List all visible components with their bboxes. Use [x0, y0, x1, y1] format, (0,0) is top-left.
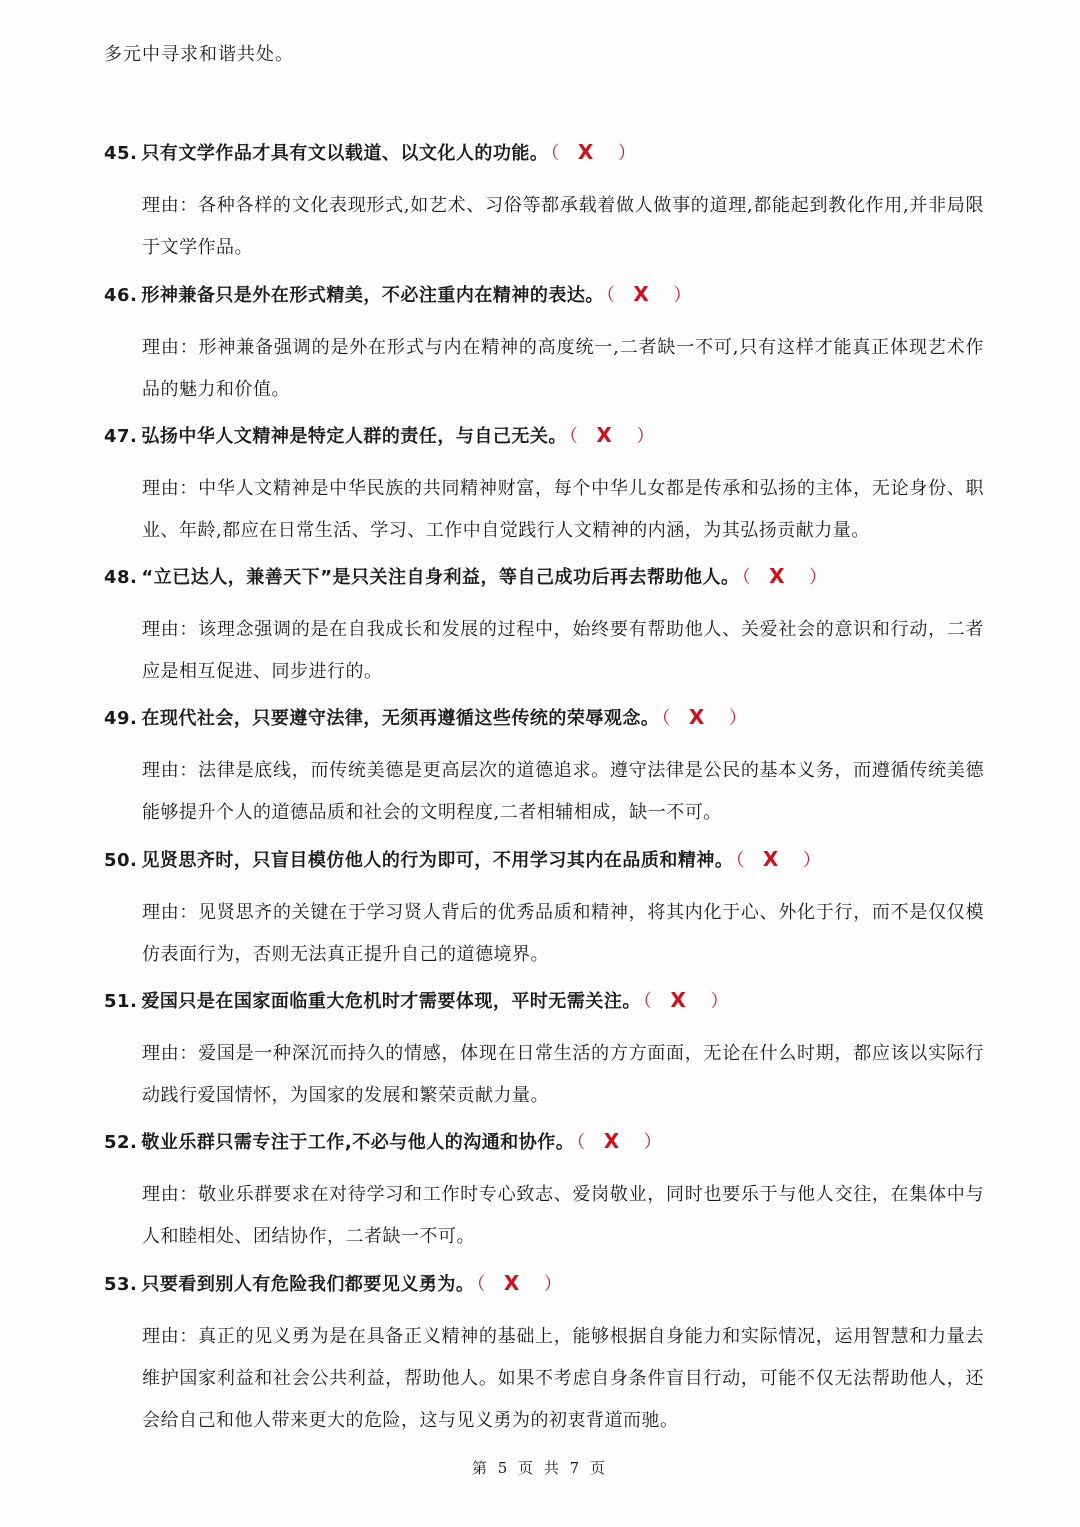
question-line: [104, 562, 984, 592]
wrong-mark: X: [603, 1129, 620, 1153]
reason-text: 理由：该理念强调的是在自我成长和发展的过程中，始终要有帮助他人、关爱社会的意识和行动，二者应是相互促进、同步进行的。: [142, 619, 984, 682]
answer-open-paren: （: [605, 285, 616, 306]
question-item-48: [104, 562, 984, 693]
wrong-mark: X: [503, 1271, 520, 1295]
question-line: [104, 986, 984, 1016]
question-line: [104, 845, 984, 875]
answer-close-paren: ）: [543, 1274, 563, 1295]
question-text: 敬业乐群只需专注于工作,不必与他人的沟通和协作。: [141, 1132, 575, 1153]
question-text: 见贤思齐时，只盲目模仿他人的行为即可，不用学习其内在品质和精神。: [141, 850, 734, 871]
question-text: 在现代社会，只要遵守法律，无须再遵循这些传统的荣辱观念。: [141, 708, 660, 729]
answer-close-paren: ）: [728, 708, 748, 729]
answer-open-paren: （: [735, 850, 745, 871]
leading-text: 多元中寻求和谐共处。: [104, 44, 294, 65]
answer-open-paren: （: [476, 1274, 486, 1295]
question-item-52: [104, 1127, 984, 1258]
reason-text: 理由：见贤思齐的关键在于学习贤人背后的优秀品质和精神，将其内化于心、外化于行，而不是仅仅模仿表面行为，否则无法真正提升自己的道德境界。: [142, 902, 984, 965]
question-number: 46.: [104, 285, 138, 306]
question-number: 50.: [104, 850, 138, 871]
reason-text: 理由：各种各样的文化表现形式,如艺术、习俗等都承载着做人做事的道理,都能起到教化作用,并非局限于文学作品。: [142, 195, 984, 258]
question-line: [104, 138, 984, 168]
question-number: 48.: [104, 567, 138, 588]
question-item-45: [104, 138, 984, 269]
reason-text: 理由：爱国是一种深沉而持久的情感，体现在日常生活的方方面面，无论在什么时期，都应该以实际行动践行爱国情怀，为国家的发展和繁荣贡献力量。: [142, 1043, 984, 1106]
question-item-50: [104, 845, 984, 976]
wrong-mark: X: [769, 564, 785, 588]
answer-close-paren: ）: [636, 426, 655, 447]
answer-open-paren: （: [550, 143, 560, 164]
question-text: “立已达人，兼善天下”是只关注自身利益，等自己成功后再去帮助他人。: [141, 567, 740, 588]
question-line: [104, 703, 984, 733]
answer-close-paren: ）: [643, 1132, 663, 1153]
wrong-mark: X: [688, 705, 705, 729]
reason-text: 理由：中华人文精神是中华民族的共同精神财富，每个中华儿女都是传承和弘扬的主体，无论身份、职业、年龄,都应在日常生活、学习、工作中自觉践行人文精神的内涵，为其弘扬贡献力量。: [142, 478, 984, 541]
question-number: 52.: [104, 1132, 138, 1153]
wrong-mark: X: [596, 423, 613, 447]
reason-text: 理由：真正的见义勇为是在具备正义精神的基础上，能够根据自身能力和实际情况，运用智慧和力量去维护国家利益和社会公共利益，帮助他人。如果不考虑自身条件盲目行动，可能不仅无法帮助他人，还会给自己和他人带来更大的危险，这与见义勇为的初衷背道而驰。: [142, 1326, 984, 1431]
question-number: 47.: [104, 426, 138, 447]
question-line: [104, 280, 984, 310]
question-text: 只有文学作品才具有文以载道、以文化人的功能。: [141, 143, 549, 164]
page-number-footer: 第 5 页 共 7 页: [472, 1459, 608, 1477]
answer-open-paren: （: [642, 991, 653, 1012]
answer-open-paren: （: [568, 426, 579, 447]
question-text: 只要看到别人有危险我们都要见义勇为。: [141, 1274, 475, 1295]
reason-text: 理由：敬业乐群要求在对待学习和工作时专心致志、爱岗敬业，同时也要乐于与他人交往，在集体中与人和睦相处、团结协作，二者缺一不可。: [142, 1184, 984, 1247]
answer-close-paren: ）: [802, 850, 822, 871]
wrong-mark: X: [670, 988, 687, 1012]
reason-text: 理由：形神兼备强调的是外在形式与内在精神的高度统一,二者缺一不可,只有这样才能真正体现艺术作品的魅力和价值。: [142, 337, 984, 400]
question-line: [104, 421, 984, 451]
answer-open-paren: （: [661, 708, 671, 729]
question-item-47: [104, 421, 984, 552]
question-item-46: [104, 280, 984, 411]
wrong-mark: X: [633, 282, 650, 306]
wrong-mark: X: [577, 140, 594, 164]
answer-close-paren: ）: [617, 143, 637, 164]
question-line: [104, 1127, 984, 1157]
question-number: 51.: [104, 991, 138, 1012]
question-item-53: [104, 1269, 984, 1442]
answer-open-paren: （: [741, 567, 752, 588]
answer-close-paren: ）: [808, 567, 828, 588]
reason-text: 理由：法律是底线，而传统美德是更高层次的道德追求。遵守法律是公民的基本义务，而遵循传统美德能够提升个人的道德品质和社会的文明程度,二者相辅相成，缺一不可。: [142, 760, 984, 823]
wrong-mark: X: [762, 847, 779, 871]
answer-open-paren: （: [576, 1132, 586, 1153]
question-line: [104, 1269, 984, 1299]
question-item-49: [104, 703, 984, 834]
answer-close-paren: ）: [710, 991, 729, 1012]
question-number: 45.: [104, 143, 138, 164]
answer-close-paren: ）: [673, 285, 692, 306]
question-text: 形神兼备只是外在形式精美，不必注重内在精神的表达。: [141, 285, 604, 306]
question-number: 49.: [104, 708, 138, 729]
question-text: 弘扬中华人文精神是特定人群的责任，与自己无关。: [141, 426, 567, 447]
question-item-51: [104, 986, 984, 1117]
question-number: 53.: [104, 1274, 138, 1295]
question-text: 爱国只是在国家面临重大危机时才需要体现，平时无需关注。: [141, 991, 641, 1012]
